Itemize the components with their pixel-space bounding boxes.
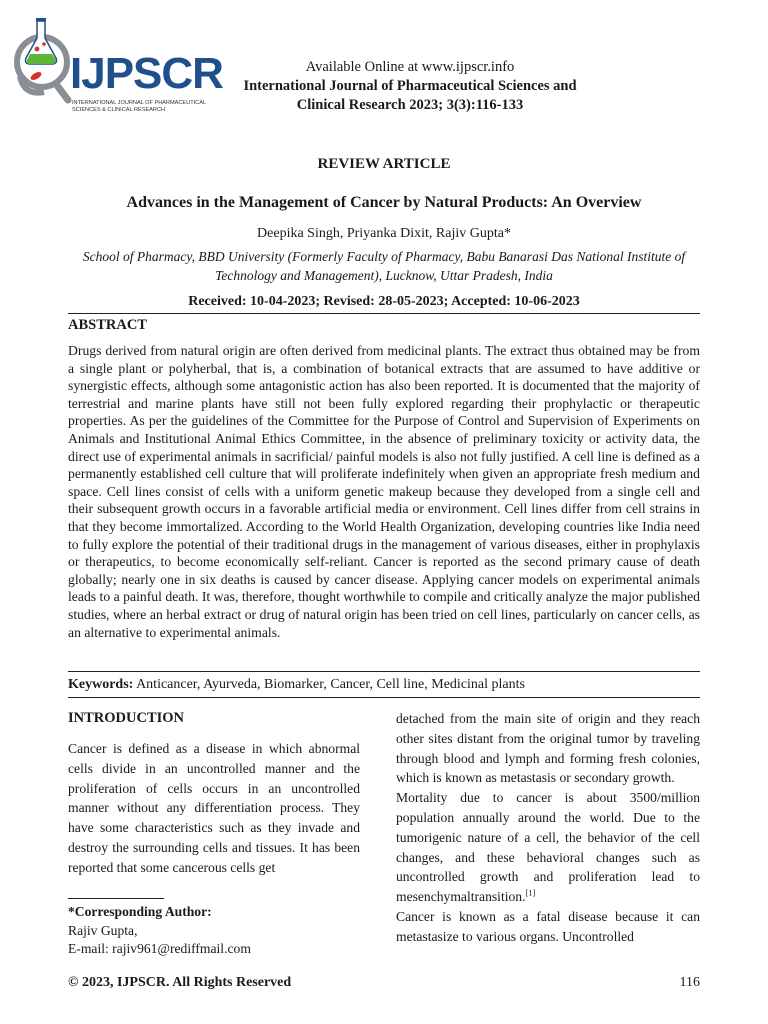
logo-wordmark: IJPSCR <box>70 49 223 98</box>
introduction-heading: INTRODUCTION <box>68 710 185 726</box>
article-dates: Received: 10-04-2023; Revised: 28-05-2023; Accepted: 10-06-2023 <box>188 294 580 309</box>
journal-name: International Journal of Pharmaceutical Sciences and <box>243 78 577 94</box>
corresponding-name: Rajiv Gupta, <box>68 922 138 938</box>
intro-left-column <box>68 709 360 878</box>
intro-paragraph: Cancer is known as a fatal disease because it can metastasize to various organs. Uncontrolled <box>396 908 700 944</box>
affiliation: School of Pharmacy, BBD University (Formerly Faculty of Pharmacy, Babu Banarasi Das National Institute of Technology and Management), Lucknow, Uttar Pradesh, India <box>82 249 686 283</box>
keywords <box>68 677 700 693</box>
corresponding-label: *Corresponding Author: <box>68 904 212 919</box>
page-number: 116 <box>679 975 700 990</box>
footnote-rule <box>68 898 164 899</box>
corresponding-author <box>68 903 358 959</box>
journal-logo <box>10 14 223 124</box>
corresponding-email[interactable]: E-mail: rajiv961@rediffmail.com <box>68 941 251 956</box>
intro-paragraph: Cancer is defined as a disease in which abnormal cells divide in an uncontrolled manner and the proliferation of cells occurs in an uncontrolled manner without any differentiation process. They have some characteristics such as they invade and destroy the surrounding cells and tissues. It has been reported that some cancerous cells get <box>68 741 360 875</box>
keywords-label: Keywords: <box>68 677 134 692</box>
copyright: © 2023, IJPSCR. All Rights Reserved <box>68 975 292 990</box>
logo-subtitle: INTERNATIONAL JOURNAL OF PHARMACEUTICAL SCIENCES & CLINICAL RESEARCH <box>72 100 206 113</box>
availability-line: Available Online at www.ijpscr.info <box>305 59 515 75</box>
divider <box>68 697 700 698</box>
paragraph-text: Mortality due to cancer is about 3500/million population annually around the world. Due to the tumorigenic nature of a cell, the behavior of the cell changes, and these behavioral changes such as uncontrolled growth and proliferation lead to mesenchymaltransition. <box>396 790 700 905</box>
keywords-text: Anticancer, Ayurveda, Biomarker, Cancer, Cell line, Medicinal plants <box>136 677 525 692</box>
article-type: REVIEW ARTICLE <box>317 156 451 172</box>
intro-paragraph: detached from the main site of origin and they reach other sites distant from the original tumor by traveling through blood and lymph and forming fresh colonies, which is known as metastasis or secondary growth. <box>396 711 700 786</box>
abstract-text: Drugs derived from natural origin are often derived from medicinal plants. The extract thus obtained may be from a single plant or polyherbal, that is, a combination of botanical extracts that are assumed to have additive or synergistic effects, although some antagonistic action has also been reported. It is documented that the majority of terrestrial and marine plants have still not been fully explored regarding their prophylactic or therapeutic properties. As per the guidelines of the Committee for the Purpose of Control and Supervision of Experiments on Animals and Institutional Animal Ethics Committee, in the absence of preliminary toxicity or activity data, the direct use of experimental animals in sacrificial/ painful models is also not fully justified. A cell line is defined as a permanently established cell culture that will proliferate indefinitely when given an appropriate fresh medium and space. Cell lines consist of cells with a uniform genetic makeup because they developed from a single cell and their subsequent growth occurs in a favorable artificial media or environment. Cell lines differ from cell strains in that they become immortalized. According to the World Health Organization, developing countries like India need to fully explore the potential of their traditional drugs in the management of various diseases, either in prophylaxis or therapeutics, to become economically self-reliant. Cancer is reported as the second primary cause of death globally; nearly one in six deaths is caused by cancer disease. Applying cancer models on experimental animals leads to a painful death. It was, therefore, thought worthwhile to compile and critically analyze the major published studies, where an herbal extract or drug of natural origin has been tried on cell lines, particularly on cancer cells, as an alternative to experimental animals. <box>68 343 700 640</box>
intro-right-column <box>396 709 700 947</box>
journal-citation: Clinical Research 2023; 3(3):116-133 <box>296 97 524 113</box>
divider <box>68 671 700 672</box>
intro-paragraph <box>396 788 700 907</box>
citation-ref[interactable]: [1] <box>525 887 536 898</box>
masthead <box>210 58 610 115</box>
abstract-heading: ABSTRACT <box>68 317 147 333</box>
divider <box>68 313 700 314</box>
article-title: Advances in the Management of Cancer by Natural Products: An Overview <box>126 194 642 211</box>
author-list: Deepika Singh, Priyanka Dixit, Rajiv Gupta* <box>257 226 511 241</box>
